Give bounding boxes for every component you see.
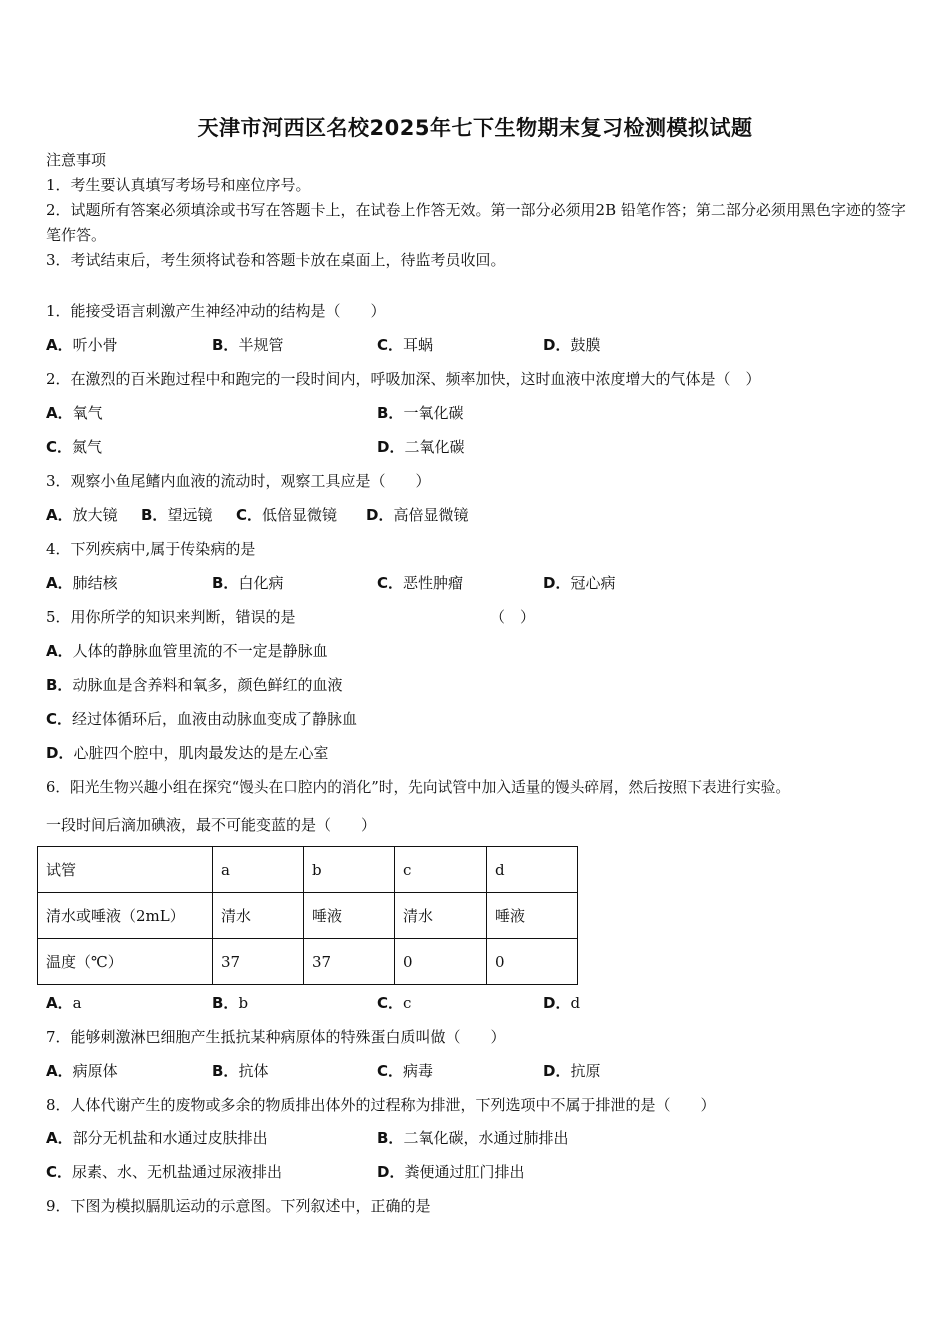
option-text: 二氧化碳: [404, 438, 465, 456]
q3-option-c[interactable]: [236, 505, 337, 525]
q2-option-d[interactable]: [377, 437, 464, 457]
option-letter: B．: [377, 1129, 404, 1147]
q3-option-a[interactable]: [46, 505, 118, 525]
q2-option-b[interactable]: [377, 403, 463, 423]
q1-option-b[interactable]: [212, 335, 283, 355]
q8-option-c[interactable]: [46, 1162, 282, 1182]
option-letter: A．: [46, 506, 73, 524]
option-text: 冠心病: [570, 574, 616, 592]
q8-option-b[interactable]: [377, 1128, 568, 1148]
q8-option-d[interactable]: [377, 1162, 524, 1182]
option-text: 病原体: [72, 1062, 118, 1080]
q4-option-d[interactable]: [543, 573, 615, 593]
option-text: 半规管: [238, 336, 284, 354]
option-text: 听小骨: [72, 336, 118, 354]
q2-option-a[interactable]: [46, 403, 103, 423]
q2-option-c[interactable]: [46, 437, 102, 457]
page-title: 天津市河西区名校2025年七下生物期末复习检测模拟试题: [197, 116, 753, 140]
q5-option-c[interactable]: [46, 709, 357, 729]
option-letter: A．: [46, 1062, 73, 1080]
option-letter: C．: [46, 1163, 73, 1181]
notice-heading: 注意事项: [46, 151, 107, 169]
option-letter: D．: [543, 336, 571, 354]
table-cell: 清水: [395, 893, 487, 939]
option-text: 白化病: [238, 574, 284, 592]
question-8-stem: 8．人体代谢产生的废物或多余的物质排出体外的过程称为排泄，下列选项中不属于排泄的是（ ）: [46, 1096, 716, 1114]
option-letter: C．: [377, 1062, 404, 1080]
option-text: c: [403, 994, 412, 1012]
q1-option-c[interactable]: [377, 335, 433, 355]
option-text: 氮气: [72, 438, 103, 456]
option-text: 动脉血是含养料和氧多，颜色鲜红的血液: [72, 676, 343, 694]
option-letter: C．: [46, 710, 73, 728]
option-text: 一氧化碳: [403, 404, 464, 422]
question-2-stem: 2．在激烈的百米跑过程中和跑完的一段时间内，呼吸加深、频率加快，这时血液中浓度增大的气体是（ ）: [46, 370, 761, 388]
option-letter: B．: [141, 506, 168, 524]
q5-option-d[interactable]: [46, 743, 328, 763]
option-text: 望远镜: [167, 506, 213, 524]
option-text: d: [570, 994, 581, 1012]
option-letter: C．: [377, 994, 404, 1012]
table-cell: 清水或唾液（2mL）: [38, 893, 213, 939]
question-3-stem: 3．观察小鱼尾鳍内血液的流动时，观察工具应是（ ）: [46, 472, 431, 490]
option-letter: B．: [212, 574, 239, 592]
option-text: 粪便通过肛门排出: [404, 1163, 525, 1181]
table-cell: 唾液: [487, 893, 578, 939]
table-cell: 唾液: [304, 893, 395, 939]
option-letter: B．: [212, 336, 239, 354]
option-letter: C．: [236, 506, 263, 524]
option-letter: B．: [46, 676, 73, 694]
option-text: 心脏四个腔中，肌肉最发达的是左心室: [73, 744, 329, 762]
question-5-blank: （ ）: [490, 608, 536, 626]
option-letter: A．: [46, 1129, 73, 1147]
option-letter: D．: [46, 744, 74, 762]
option-letter: A．: [46, 642, 73, 660]
q7-option-a[interactable]: [46, 1061, 118, 1081]
option-letter: D．: [366, 506, 394, 524]
notice-item: 1．考生要认真填写考场号和座位序号。: [46, 176, 311, 194]
question-5-stem: 5．用你所学的知识来判断，错误的是: [46, 608, 296, 626]
q7-option-c[interactable]: [377, 1061, 433, 1081]
question-4-stem: 4．下列疾病中,属于传染病的是: [46, 540, 256, 558]
option-text: 肺结核: [72, 574, 118, 592]
q8-option-a[interactable]: [46, 1128, 268, 1148]
question-1-stem: 1．能接受语言刺激产生神经冲动的结构是（ ）: [46, 302, 386, 320]
q1-option-d[interactable]: [543, 335, 600, 355]
question-9-stem: 9．下图为模拟膈肌运动的示意图。下列叙述中，正确的是: [46, 1197, 431, 1215]
q3-option-b[interactable]: [141, 505, 212, 525]
option-text: 恶性肿瘤: [403, 574, 464, 592]
option-letter: B．: [377, 404, 404, 422]
q5-option-a[interactable]: [46, 641, 328, 661]
table-row: [38, 893, 578, 939]
q7-option-d[interactable]: [543, 1061, 600, 1081]
table-cell: 37: [213, 939, 304, 985]
q7-option-b[interactable]: [212, 1061, 268, 1081]
q4-option-b[interactable]: [212, 573, 283, 593]
table-cell: b: [304, 847, 395, 893]
table-row: [38, 847, 578, 893]
notice-item: 3．考试结束后，考生须将试卷和答题卡放在桌面上，待监考员收回。: [46, 251, 506, 269]
option-text: 耳蜗: [403, 336, 434, 354]
question-7-stem: 7．能够刺激淋巴细胞产生抵抗某种病原体的特殊蛋白质叫做（ ）: [46, 1028, 506, 1046]
q4-option-c[interactable]: [377, 573, 463, 593]
option-letter: D．: [543, 574, 571, 592]
option-text: 氧气: [72, 404, 103, 422]
option-text: 鼓膜: [570, 336, 601, 354]
option-letter: A．: [46, 336, 73, 354]
option-letter: A．: [46, 994, 73, 1012]
option-text: 低倍显微镜: [262, 506, 338, 524]
option-letter: C．: [46, 438, 73, 456]
option-letter: B．: [212, 1062, 239, 1080]
table-cell: 清水: [213, 893, 304, 939]
option-letter: D．: [543, 994, 571, 1012]
option-text: b: [238, 994, 249, 1012]
option-text: 病毒: [403, 1062, 434, 1080]
question-6-stem: 6．阳光生物兴趣小组在探究“馒头在口腔内的消化”时，先向试管中加入适量的馒头碎屑，然后按照下表进行实验。: [46, 779, 791, 796]
q5-option-b[interactable]: [46, 675, 342, 695]
q6-option-b[interactable]: [212, 993, 248, 1013]
q3-option-d[interactable]: [366, 505, 468, 525]
q6-option-c[interactable]: [377, 993, 411, 1013]
option-text: 尿素、水、无机盐通过尿液排出: [72, 1163, 283, 1181]
option-text: 二氧化碳，水通过肺排出: [403, 1129, 569, 1147]
notice-item: 2．试题所有答案必须填涂或书写在答题卡上，在试卷上作答无效。第一部分必须用2B 铅笔作答；第二部分必须用黑色字迹的签字笔作答。: [46, 201, 906, 244]
q4-option-a[interactable]: [46, 573, 118, 593]
table-cell: 0: [487, 939, 578, 985]
option-letter: C．: [377, 336, 404, 354]
option-text: 抗原: [570, 1062, 601, 1080]
option-letter: D．: [377, 1163, 405, 1181]
experiment-table: [37, 846, 578, 985]
notice-section: [46, 148, 908, 273]
q1-option-a[interactable]: [46, 335, 118, 355]
table-row: [38, 939, 578, 985]
table-cell: d: [487, 847, 578, 893]
question-6-stem-continued: 一段时间后滴加碘液，最不可能变蓝的是（ ）: [46, 816, 377, 834]
option-text: 放大镜: [72, 506, 118, 524]
option-letter: C．: [377, 574, 404, 592]
option-text: 部分无机盐和水通过皮肤排出: [72, 1129, 268, 1147]
option-letter: B．: [212, 994, 239, 1012]
option-text: 经过体循环后，血液由动脉血变成了静脉血: [72, 710, 358, 728]
option-letter: A．: [46, 574, 73, 592]
table-cell: 0: [395, 939, 487, 985]
option-text: a: [72, 994, 82, 1012]
table-cell: 试管: [38, 847, 213, 893]
option-letter: D．: [543, 1062, 571, 1080]
option-text: 抗体: [238, 1062, 269, 1080]
table-cell: 温度（℃）: [38, 939, 213, 985]
option-letter: A．: [46, 404, 73, 422]
option-text: 高倍显微镜: [393, 506, 469, 524]
table-cell: a: [213, 847, 304, 893]
table-cell: 37: [304, 939, 395, 985]
option-letter: D．: [377, 438, 405, 456]
option-text: 人体的静脉血管里流的不一定是静脉血: [72, 642, 328, 660]
q6-option-d[interactable]: [543, 993, 580, 1013]
q6-option-a[interactable]: [46, 993, 82, 1013]
table-cell: c: [395, 847, 487, 893]
